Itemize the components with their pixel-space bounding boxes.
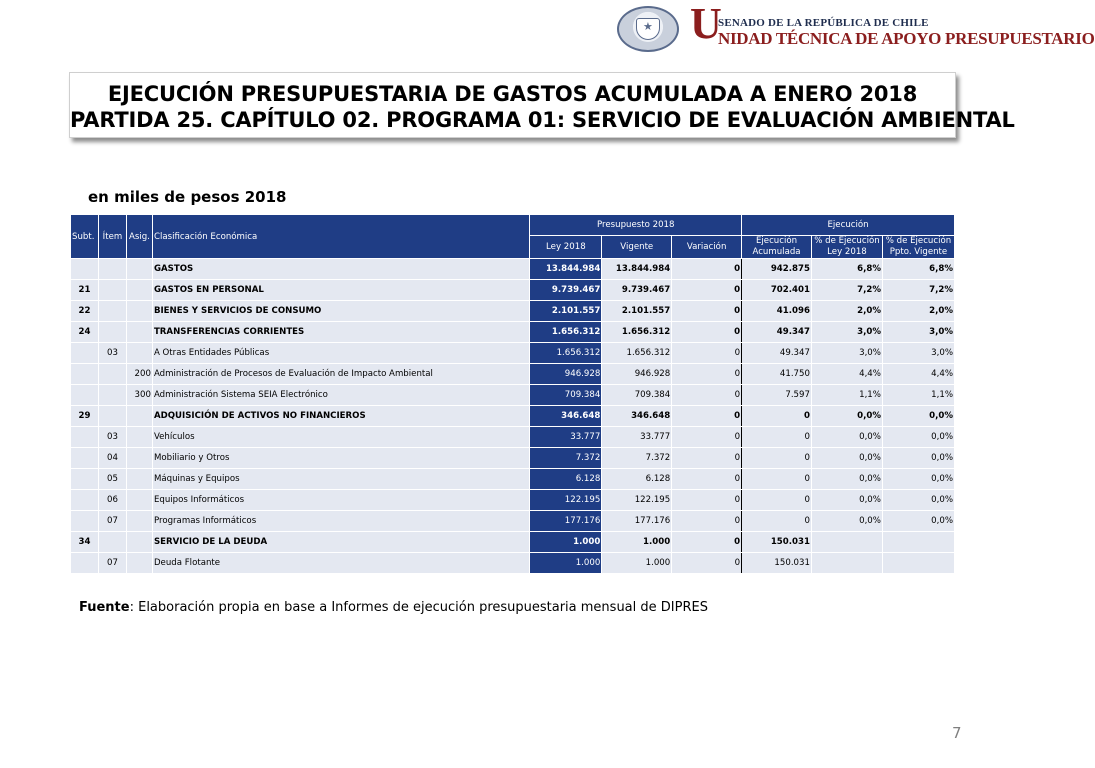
header-pct-vig-line-1: % de Ejecución xyxy=(885,236,952,246)
cell-ley: 2.101.557 xyxy=(530,301,602,322)
cell-pct-ley xyxy=(811,553,882,574)
cell-variacion: 0 xyxy=(672,406,742,427)
cell-subt xyxy=(71,364,99,385)
cell-pct-vigente: 1,1% xyxy=(882,385,954,406)
cell-ley: 1.000 xyxy=(530,532,602,553)
header-pct-ley-line-2: Ley 2018 xyxy=(827,247,867,257)
cell-subt: 24 xyxy=(71,322,99,343)
cell-pct-vigente: 7,2% xyxy=(882,280,954,301)
cell-subt xyxy=(71,385,99,406)
header-vigente: Vigente xyxy=(602,236,672,259)
cell-ejecucion: 0 xyxy=(742,490,812,511)
cell-vigente: 1.000 xyxy=(602,532,672,553)
cell-item xyxy=(98,364,126,385)
cell-clasificacion: Administración Sistema SEIA Electrónico xyxy=(152,385,529,406)
cell-asig xyxy=(126,280,152,301)
cell-vigente: 7.372 xyxy=(602,448,672,469)
cell-asig xyxy=(126,427,152,448)
cell-pct-vigente: 2,0% xyxy=(882,301,954,322)
cell-ley: 7.372 xyxy=(530,448,602,469)
cell-vigente: 1.656.312 xyxy=(602,322,672,343)
page-number: 7 xyxy=(952,724,962,742)
cell-vigente: 122.195 xyxy=(602,490,672,511)
cell-clasificacion: Equipos Informáticos xyxy=(152,490,529,511)
cell-asig xyxy=(126,322,152,343)
cell-asig xyxy=(126,448,152,469)
page-title-line-1: EJECUCIÓN PRESUPUESTARIA DE GASTOS ACUMULADA A ENERO 2018 xyxy=(107,82,918,106)
header-group-presupuesto: Presupuesto 2018 xyxy=(530,215,742,236)
header-pct-vigente xyxy=(882,236,954,259)
cell-pct-ley: 7,2% xyxy=(811,280,882,301)
logo-letter: U xyxy=(690,0,722,48)
footnote-text: : Elaboración propia en base a Informes de ejecución presupuestaria mensual de DIPRES xyxy=(129,600,708,615)
cell-subt xyxy=(71,448,99,469)
cell-subt: 21 xyxy=(71,280,99,301)
cell-subt xyxy=(71,427,99,448)
cell-subt xyxy=(71,553,99,574)
cell-ley: 346.648 xyxy=(530,406,602,427)
cell-pct-ley: 3,0% xyxy=(811,322,882,343)
cell-clasificacion: Programas Informáticos xyxy=(152,511,529,532)
cell-ejecucion: 0 xyxy=(742,427,812,448)
header-asig: Asig. xyxy=(126,215,152,259)
table-row xyxy=(71,406,955,427)
cell-item xyxy=(98,280,126,301)
cell-clasificacion: Mobiliario y Otros xyxy=(152,448,529,469)
cell-pct-vigente: 0,0% xyxy=(882,511,954,532)
cell-clasificacion: Administración de Procesos de Evaluación de Impacto Ambiental xyxy=(152,364,529,385)
cell-pct-ley: 3,0% xyxy=(811,343,882,364)
cell-clasificacion: GASTOS xyxy=(152,259,529,280)
cell-asig xyxy=(126,511,152,532)
cell-pct-ley: 4,4% xyxy=(811,364,882,385)
cell-pct-ley: 0,0% xyxy=(811,448,882,469)
cell-variacion: 0 xyxy=(672,322,742,343)
cell-pct-ley: 0,0% xyxy=(811,469,882,490)
cell-subt: 22 xyxy=(71,301,99,322)
cell-pct-ley: 0,0% xyxy=(811,406,882,427)
cell-asig xyxy=(126,553,152,574)
header-clasificacion: Clasificación Económica xyxy=(152,215,529,259)
cell-clasificacion: ADQUISICIÓN DE ACTIVOS NO FINANCIEROS xyxy=(152,406,529,427)
cell-ejecucion: 150.031 xyxy=(742,553,812,574)
table-row xyxy=(71,448,955,469)
cell-vigente: 2.101.557 xyxy=(602,301,672,322)
cell-item xyxy=(98,406,126,427)
budget-table xyxy=(70,214,955,574)
table-row xyxy=(71,511,955,532)
cell-vigente: 9.739.467 xyxy=(602,280,672,301)
cell-vigente: 1.000 xyxy=(602,553,672,574)
cell-pct-vigente: 0,0% xyxy=(882,427,954,448)
cell-variacion: 0 xyxy=(672,553,742,574)
cell-pct-ley: 6,8% xyxy=(811,259,882,280)
cell-pct-ley: 0,0% xyxy=(811,490,882,511)
cell-ejecucion: 0 xyxy=(742,511,812,532)
cell-vigente: 709.384 xyxy=(602,385,672,406)
cell-subt xyxy=(71,490,99,511)
cell-item xyxy=(98,301,126,322)
cell-variacion: 0 xyxy=(672,511,742,532)
page-title-line-2: PARTIDA 25. CAPÍTULO 02. PROGRAMA 01: SERVICIO DE EVALUACIÓN AMBIENTAL xyxy=(70,108,1015,132)
cell-asig xyxy=(126,406,152,427)
cell-item xyxy=(98,322,126,343)
cell-vigente: 346.648 xyxy=(602,406,672,427)
cell-clasificacion: Deuda Flotante xyxy=(152,553,529,574)
header-group-ejecucion: Ejecución xyxy=(742,215,955,236)
header-ejec-line-2: Acumulada xyxy=(752,247,801,257)
cell-item: 04 xyxy=(98,448,126,469)
cell-vigente: 33.777 xyxy=(602,427,672,448)
cell-asig xyxy=(126,259,152,280)
title-box xyxy=(69,72,1015,138)
header-variacion: Variación xyxy=(672,236,742,259)
table-row xyxy=(71,322,955,343)
cell-item: 07 xyxy=(98,553,126,574)
table-row xyxy=(71,259,955,280)
cell-ley: 6.128 xyxy=(530,469,602,490)
cell-ley: 9.739.467 xyxy=(530,280,602,301)
header-pct-ley-line-1: % de Ejecución xyxy=(814,236,880,246)
cell-ley: 177.176 xyxy=(530,511,602,532)
logo-institution: SENADO DE LA REPÚBLICA DE CHILE xyxy=(718,17,929,29)
cell-asig xyxy=(126,301,152,322)
cell-pct-ley: 2,0% xyxy=(811,301,882,322)
header-ley: Ley 2018 xyxy=(530,236,602,259)
footnote-label: Fuente xyxy=(79,600,130,615)
cell-pct-ley: 0,0% xyxy=(811,511,882,532)
cell-clasificacion: Máquinas y Equipos xyxy=(152,469,529,490)
table-row xyxy=(71,301,955,322)
cell-subt xyxy=(71,511,99,532)
source-footnote xyxy=(79,600,708,615)
cell-ejecucion: 942.875 xyxy=(742,259,812,280)
cell-subt: 34 xyxy=(71,532,99,553)
cell-ley: 1.000 xyxy=(530,553,602,574)
table-row xyxy=(71,469,955,490)
cell-pct-ley: 1,1% xyxy=(811,385,882,406)
cell-item: 07 xyxy=(98,511,126,532)
cell-pct-vigente: 6,8% xyxy=(882,259,954,280)
cell-pct-vigente xyxy=(882,532,954,553)
senate-logo xyxy=(612,0,1095,56)
cell-variacion: 0 xyxy=(672,427,742,448)
header-ejec-line-1: Ejecución xyxy=(755,236,798,246)
cell-variacion: 0 xyxy=(672,259,742,280)
header-subt: Subt. xyxy=(71,215,99,259)
table-row xyxy=(71,532,955,553)
cell-ejecucion: 7.597 xyxy=(742,385,812,406)
cell-subt: 29 xyxy=(71,406,99,427)
cell-variacion: 0 xyxy=(672,301,742,322)
cell-asig xyxy=(126,343,152,364)
cell-item xyxy=(98,259,126,280)
logo-unit-name: NIDAD TÉCNICA DE APOYO PRESUPUESTARIO xyxy=(718,29,1095,48)
cell-ley: 709.384 xyxy=(530,385,602,406)
cell-asig xyxy=(126,490,152,511)
cell-ley: 1.656.312 xyxy=(530,322,602,343)
cell-pct-vigente: 0,0% xyxy=(882,406,954,427)
cell-ejecucion: 49.347 xyxy=(742,343,812,364)
table-row xyxy=(71,385,955,406)
cell-variacion: 0 xyxy=(672,280,742,301)
cell-asig xyxy=(126,532,152,553)
cell-subt xyxy=(71,469,99,490)
cell-ley: 33.777 xyxy=(530,427,602,448)
cell-pct-vigente: 3,0% xyxy=(882,343,954,364)
cell-ley: 946.928 xyxy=(530,364,602,385)
cell-variacion: 0 xyxy=(672,364,742,385)
table-row xyxy=(71,553,955,574)
cell-variacion: 0 xyxy=(672,532,742,553)
cell-pct-vigente: 0,0% xyxy=(882,490,954,511)
cell-ley: 122.195 xyxy=(530,490,602,511)
cell-asig: 200 xyxy=(126,364,152,385)
cell-vigente: 946.928 xyxy=(602,364,672,385)
header-pct-vig-line-2: Ppto. Vigente xyxy=(889,247,948,257)
cell-item xyxy=(98,385,126,406)
cell-variacion: 0 xyxy=(672,469,742,490)
cell-pct-vigente: 0,0% xyxy=(882,448,954,469)
cell-pct-ley xyxy=(811,532,882,553)
header-ejecucion-acumulada xyxy=(742,236,812,259)
cell-item: 05 xyxy=(98,469,126,490)
cell-item xyxy=(98,532,126,553)
cell-variacion: 0 xyxy=(672,343,742,364)
cell-asig: 300 xyxy=(126,385,152,406)
cell-ejecucion: 41.750 xyxy=(742,364,812,385)
cell-ejecucion: 0 xyxy=(742,448,812,469)
cell-item: 03 xyxy=(98,427,126,448)
cell-subt xyxy=(71,343,99,364)
cell-pct-ley: 0,0% xyxy=(811,427,882,448)
cell-variacion: 0 xyxy=(672,385,742,406)
header-pct-ley xyxy=(811,236,882,259)
cell-ejecucion: 0 xyxy=(742,406,812,427)
table-row xyxy=(71,280,955,301)
cell-vigente: 1.656.312 xyxy=(602,343,672,364)
cell-pct-vigente xyxy=(882,553,954,574)
cell-ejecucion: 41.096 xyxy=(742,301,812,322)
cell-pct-vigente: 0,0% xyxy=(882,469,954,490)
cell-ley: 1.656.312 xyxy=(530,343,602,364)
cell-item: 06 xyxy=(98,490,126,511)
table-row xyxy=(71,364,955,385)
cell-clasificacion: GASTOS EN PERSONAL xyxy=(152,280,529,301)
header-item: Ítem xyxy=(98,215,126,259)
cell-variacion: 0 xyxy=(672,448,742,469)
cell-clasificacion: A Otras Entidades Públicas xyxy=(152,343,529,364)
cell-ejecucion: 150.031 xyxy=(742,532,812,553)
cell-clasificacion: Vehículos xyxy=(152,427,529,448)
senate-seal-icon: ★ xyxy=(617,6,679,52)
cell-vigente: 6.128 xyxy=(602,469,672,490)
cell-ley: 13.844.984 xyxy=(530,259,602,280)
cell-item: 03 xyxy=(98,343,126,364)
cell-variacion: 0 xyxy=(672,490,742,511)
cell-clasificacion: TRANSFERENCIAS CORRIENTES xyxy=(152,322,529,343)
cell-pct-vigente: 4,4% xyxy=(882,364,954,385)
cell-ejecucion: 49.347 xyxy=(742,322,812,343)
cell-vigente: 13.844.984 xyxy=(602,259,672,280)
cell-vigente: 177.176 xyxy=(602,511,672,532)
cell-ejecucion: 702.401 xyxy=(742,280,812,301)
cell-ejecucion: 0 xyxy=(742,469,812,490)
cell-clasificacion: BIENES Y SERVICIOS DE CONSUMO xyxy=(152,301,529,322)
cell-clasificacion: SERVICIO DE LA DEUDA xyxy=(152,532,529,553)
table-row xyxy=(71,343,955,364)
cell-subt xyxy=(71,259,99,280)
cell-pct-vigente: 3,0% xyxy=(882,322,954,343)
table-row xyxy=(71,427,955,448)
units-subtitle: en miles de pesos 2018 xyxy=(88,188,287,206)
table-row xyxy=(71,490,955,511)
cell-asig xyxy=(126,469,152,490)
